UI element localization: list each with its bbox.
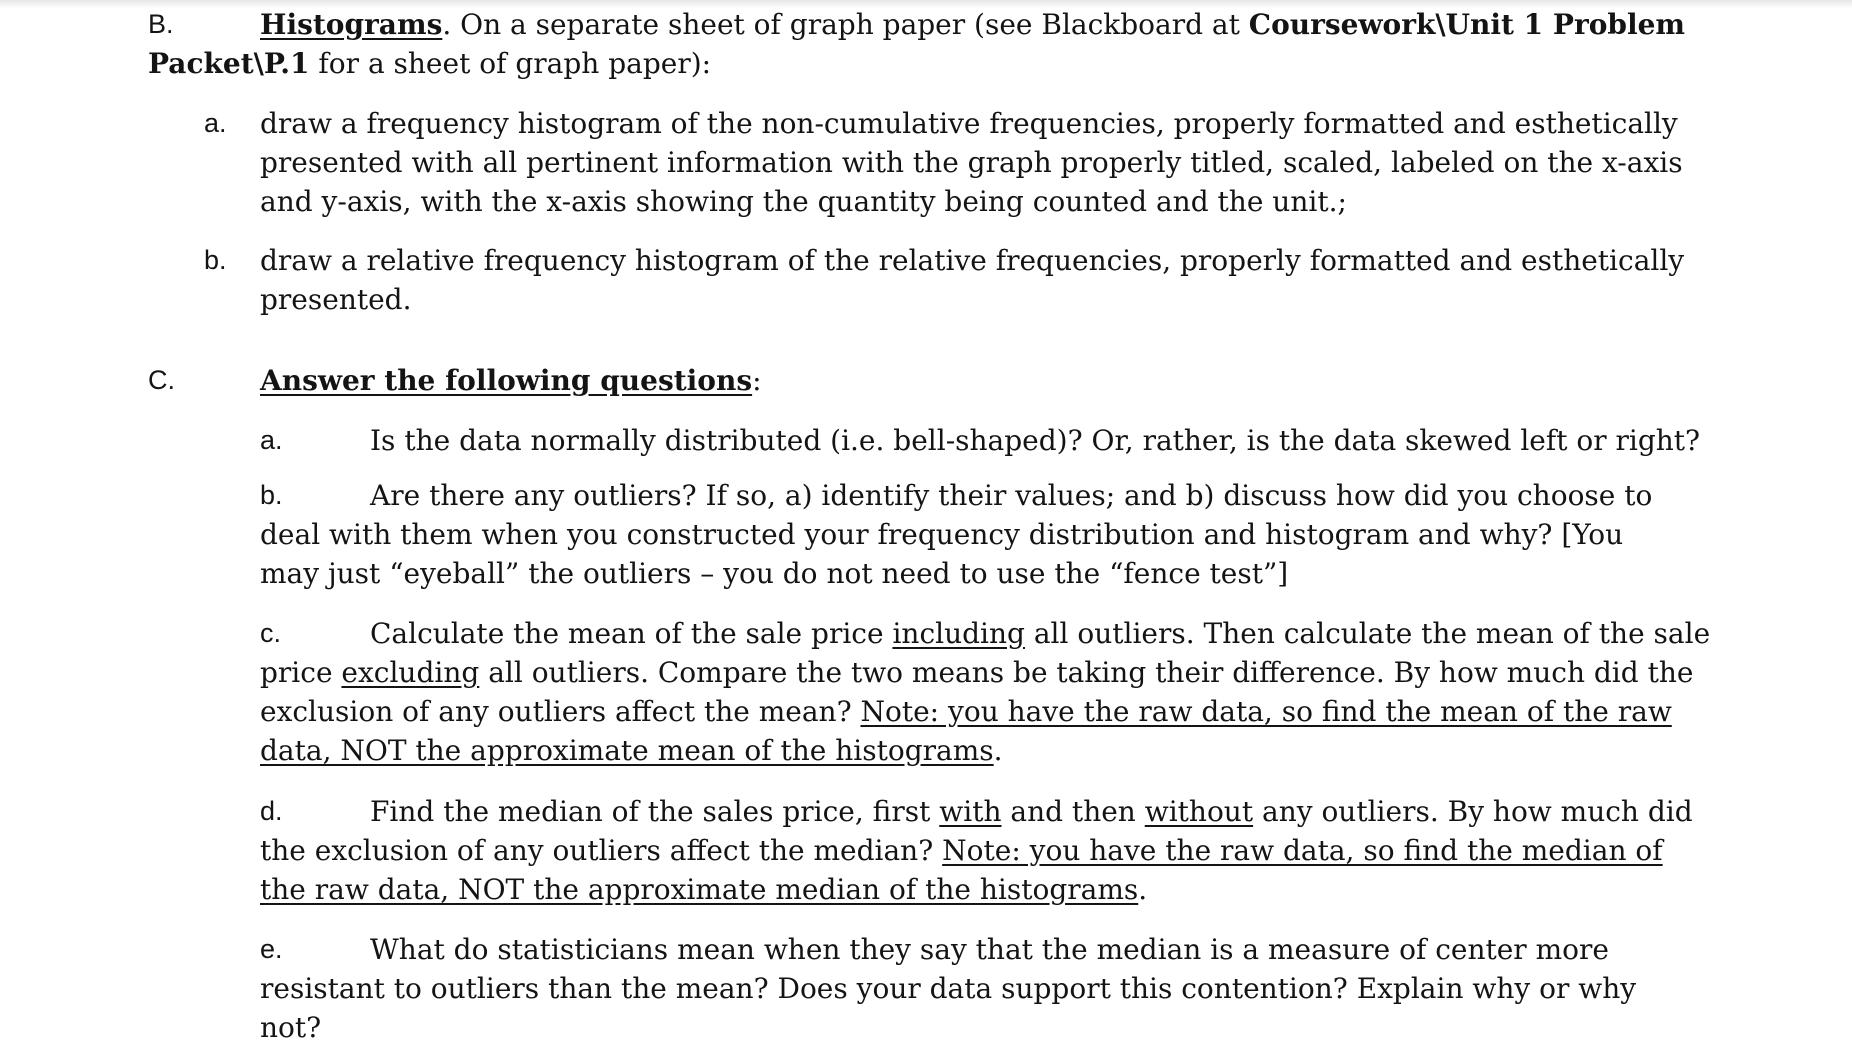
- question-a-label: a.: [260, 425, 283, 455]
- question-c-line-1: Calculate the mean of the sale price including all outliers. Then calculate the mean of the sale: [370, 617, 1711, 650]
- question-d-rest: the exclusion of any outliers affect the median? Note: you have the raw data, so find the median of the raw data, NOT the approximate median of the histograms.: [260, 834, 1663, 906]
- question-c-label: c.: [260, 618, 282, 648]
- question-d-line-1: Find the median of the sales price, first with and then without any outliers. By how much did: [370, 795, 1693, 828]
- section-b-letter: B.: [148, 9, 174, 39]
- question-b-line-1: Are there any outliers? If so, a) identify their values; and b) discuss how did you choose to: [370, 479, 1653, 512]
- item-b-b-label: b.: [204, 245, 227, 275]
- question-b-label: b.: [260, 480, 283, 510]
- question-e-label: e.: [260, 934, 283, 964]
- question-b-rest: deal with them when you constructed your frequency distribution and histogram and why? [You may just “eyeball” the outliers – you do not need to use the “fence test”]: [260, 518, 1624, 590]
- item-b-b-text: draw a relative frequency histogram of the relative frequencies, properly formatted and esthetically presented.: [260, 244, 1685, 316]
- item-b-a-label: a.: [204, 108, 227, 138]
- section-c-letter: C.: [148, 365, 175, 395]
- question-e-line-1: What do statisticians mean when they say that the median is a measure of center more: [370, 933, 1609, 966]
- question-e-rest: resistant to outliers than the mean? Does your data support this contention? Explain why or why not?: [260, 972, 1637, 1044]
- section-c-heading: Answer the following questions:: [260, 364, 762, 397]
- question-d-label: d.: [260, 796, 283, 826]
- coursework-path-2: Packet\P.1: [148, 47, 310, 80]
- item-b-a-text: draw a frequency histogram of the non-cumulative frequencies, properly formatted and esthetically presented with all pertinent information with the graph properly titled, scaled, labeled on the x-axis and y-axis, with the x-axis showing the quantity being counted and the unit.;: [260, 107, 1683, 218]
- coursework-path-1: Coursework\Unit 1 Problem: [1248, 8, 1686, 41]
- section-b-line-2: Packet\P.1 for a sheet of graph paper):: [148, 47, 712, 80]
- question-a-text: Is the data normally distributed (i.e. bell-shaped)? Or, rather, is the data skewed left or right?: [370, 424, 1701, 457]
- section-b-line-1: Histograms. On a separate sheet of graph paper (see Blackboard at Coursework\Unit 1 Problem: [260, 8, 1686, 41]
- section-b-intro: [148, 5, 1685, 83]
- section-b-title: Histograms: [260, 8, 443, 41]
- question-c-rest: price excluding all outliers. Compare the two means be taking their difference. By how much did the exclusion of any outliers affect the mean? Note: you have the raw data, so find the mean of the raw data, NOT the approximate mean of the histograms.: [260, 656, 1694, 767]
